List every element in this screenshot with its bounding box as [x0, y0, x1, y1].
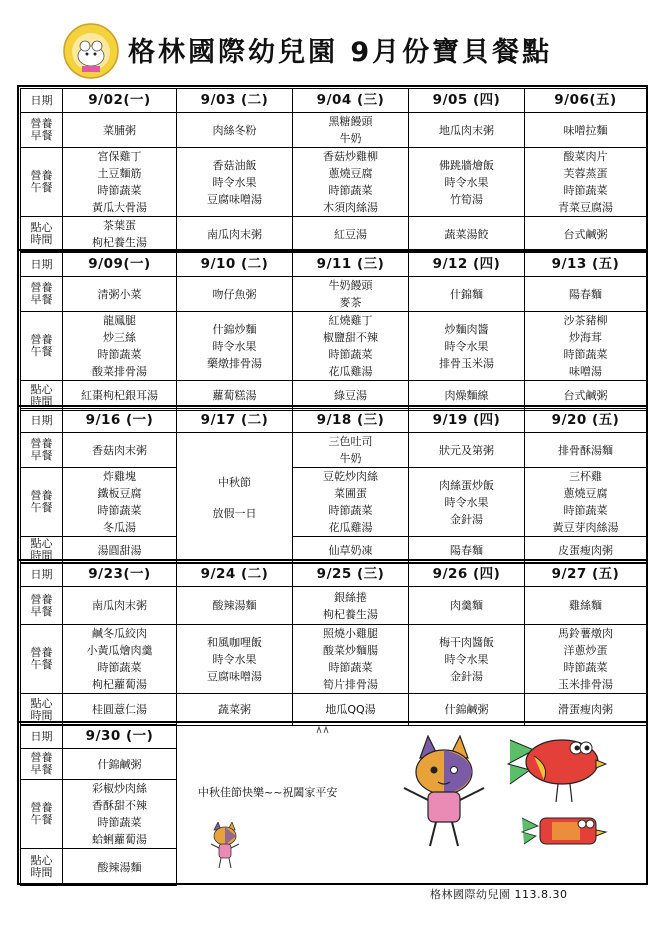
menu-item: 蔬菜湯餃 [444, 227, 489, 241]
row-label-date: 日期 [21, 253, 63, 277]
menu-item: 梅干肉醬飯 [439, 635, 494, 649]
row-breakfast [21, 113, 647, 148]
breakfast-cell [525, 587, 647, 625]
row-date [21, 253, 647, 277]
day-date: 9/18 (三) [293, 409, 409, 433]
day-date: 9/24 (二) [177, 563, 293, 587]
breakfast-cell [63, 587, 177, 625]
menu-item: 台式鹹粥 [563, 389, 608, 402]
row-label-date: 日期 [21, 89, 63, 113]
kindergarten-logo [62, 22, 120, 80]
menu-item: 炒三絲 [103, 331, 136, 344]
lunch-cell [525, 148, 647, 217]
menu-item: 時令水果 [444, 652, 489, 666]
breakfast-cell [409, 277, 525, 312]
day-date: 9/09(一) [63, 253, 177, 277]
breakfast-cell [177, 587, 293, 625]
row-label [21, 217, 63, 252]
menu-item: 三杯雞 [569, 470, 602, 483]
row-lunch [21, 625, 647, 694]
menu-item: 藥燉排骨湯 [207, 356, 262, 370]
day-date: 9/13 (五) [525, 253, 647, 277]
menu-item: 馬鈴薯燉肉 [558, 627, 613, 640]
breakfast-cell [63, 113, 177, 148]
menu-item: 牛奶 [339, 452, 362, 465]
lunch-cell [63, 625, 177, 694]
menu-item: 地瓜肉末粥 [439, 123, 494, 137]
menu-item: 龍鳳腿 [103, 314, 136, 327]
row-label-text: 營養 [30, 489, 53, 502]
menu-item: 什錦麵 [450, 287, 483, 301]
row-label-text: 時間 [30, 549, 53, 562]
menu-item: 香菇肉末粥 [92, 443, 147, 457]
menu-item: 肉絲蛋炒飯 [439, 478, 494, 492]
menu-item: 狀元及第粥 [439, 443, 494, 457]
menu-item: 土豆麵筋 [97, 167, 142, 180]
menu-item: 時令水果 [444, 339, 489, 353]
row-label-text: 點心 [30, 854, 53, 867]
row-label-text: 早餐 [30, 604, 53, 618]
row-label-text: 點心 [30, 537, 53, 550]
menu-item: 照燒小雞腿 [323, 627, 378, 640]
day-date: 9/06(五) [525, 89, 647, 113]
day-date: 9/27 (五) [525, 563, 647, 587]
lunch-cell [293, 625, 409, 694]
lunch-cell [293, 312, 409, 381]
row-label-text: 點心 [30, 221, 53, 234]
menu-item: 紅豆湯 [334, 227, 367, 241]
row-label [21, 277, 63, 312]
day-date: 9/30 (一) [63, 725, 177, 749]
snack-cell [409, 217, 525, 252]
menu-item: 時令水果 [444, 495, 489, 509]
lunch-cell [63, 312, 177, 381]
row-lunch [21, 148, 647, 217]
row-breakfast [21, 433, 647, 468]
day-date: 9/10 (二) [177, 253, 293, 277]
menu-item: 炒海茸 [569, 331, 602, 344]
snack-cell [63, 217, 177, 252]
breakfast-cell [409, 587, 525, 625]
menu-item: 紅燒雞丁 [328, 314, 373, 327]
menu-item: 時節蔬菜 [97, 184, 142, 197]
menu-item: 時節蔬菜 [563, 184, 608, 197]
day-date: 9/03 (二) [177, 89, 293, 113]
menu-item: 枸杞蘿蔔湯 [92, 678, 147, 691]
menu-item: 滑蛋瘦肉粥 [558, 703, 613, 716]
row-label-text: 時間 [30, 708, 53, 722]
snack-cell [525, 217, 647, 252]
row-label-text: 營養 [30, 646, 53, 659]
menu-item: 時節蔬菜 [328, 504, 373, 517]
menu-item: 味噌拉麵 [563, 123, 608, 137]
holiday-cell [177, 433, 293, 564]
row-label-text: 早餐 [30, 293, 53, 306]
week-separator [19, 721, 647, 723]
menu-item: 肉絲冬粉 [212, 123, 257, 137]
menu-item: 銀絲捲 [334, 590, 367, 604]
menu-item: 竹筍湯 [450, 192, 483, 206]
row-label [21, 113, 63, 148]
row-label-text: 早餐 [30, 763, 53, 776]
menu-item: 吻仔魚粥 [212, 287, 257, 301]
week-table [20, 562, 647, 726]
menu-item: 蛤蜊蘿蔔湯 [92, 833, 147, 846]
lunch-cell [525, 625, 647, 694]
menu-item: 和風咖哩飯 [207, 635, 262, 649]
menu-item: 酸菜肉片 [563, 150, 608, 163]
day-date: 9/16 (一) [63, 409, 177, 433]
menu-item: 時節蔬菜 [97, 504, 142, 517]
row-label [21, 587, 63, 625]
menu-item: 蔥燒豆腐 [328, 167, 373, 180]
lunch-cell [409, 312, 525, 381]
row-label-text: 午餐 [30, 501, 53, 514]
menu-item: 時節蔬菜 [328, 348, 373, 361]
menu-item: 酸菜排骨湯 [92, 365, 147, 378]
day-date: 9/02(一) [63, 89, 177, 113]
menu-item: 時節蔬菜 [563, 504, 608, 517]
row-label-text: 時間 [30, 233, 53, 246]
breakfast-cell [293, 113, 409, 148]
row-label-text: 午餐 [30, 813, 53, 826]
week-table [20, 408, 647, 564]
breakfast-cell [63, 749, 177, 780]
breakfast-cell [293, 277, 409, 312]
week-separator [19, 559, 647, 561]
big-bird-drawing [500, 726, 608, 806]
row-label-text: 早餐 [30, 449, 53, 462]
row-label [21, 749, 63, 780]
row-label [21, 312, 63, 381]
menu-item: 蔬菜粥 [218, 703, 251, 716]
row-label-text: 營養 [30, 169, 53, 182]
menu-item: 宮保雞丁 [97, 150, 142, 163]
menu-item: 青菜豆腐湯 [558, 201, 613, 214]
menu-item: 金針湯 [450, 669, 483, 683]
menu-item: 枸杞養生湯 [92, 236, 147, 249]
row-label-text: 午餐 [30, 345, 53, 358]
week-separator [19, 405, 647, 407]
breakfast-cell [177, 277, 293, 312]
day-date: 9/11 (三) [293, 253, 409, 277]
day-date: 9/05 (四) [409, 89, 525, 113]
row-label [21, 468, 63, 537]
snack-cell [293, 217, 409, 252]
menu-item: 陽春麵 [569, 287, 602, 301]
row-label [21, 849, 63, 886]
small-cat-drawing [208, 822, 242, 872]
row-label-text: 點心 [30, 382, 53, 396]
menu-item: 豆乾炒肉絲 [323, 470, 378, 483]
day-date: 9/12 (四) [409, 253, 525, 277]
menu-item: 炸雞塊 [103, 470, 136, 483]
holiday-text: 中秋節 [218, 476, 251, 489]
menu-item: 蘿蔔糕湯 [212, 389, 257, 402]
snack-cell [177, 217, 293, 252]
menu-item: 豆腐味噌湯 [207, 669, 262, 683]
menu-item: 鐵板豆腐 [97, 487, 142, 500]
lunch-cell [63, 468, 177, 537]
menu-item: 綠豆湯 [334, 389, 367, 402]
menu-item: 時節蔬菜 [328, 661, 373, 674]
menu-item: 香菇炒雞柳 [323, 150, 378, 163]
menu-item: 什錦鹹粥 [97, 757, 142, 771]
row-label-text: 營養 [30, 801, 53, 814]
menu-item: 菜脯粥 [103, 123, 136, 137]
menu-item: 洋蔥炒蛋 [563, 644, 608, 657]
row-label-text: 營養 [30, 592, 53, 606]
lunch-cell [293, 468, 409, 537]
lunch-cell [177, 148, 293, 217]
breakfast-cell [525, 113, 647, 148]
menu-item: 仙草奶凍 [328, 543, 373, 557]
menu-item: 時令水果 [212, 175, 257, 189]
row-label-text: 營養 [30, 437, 53, 450]
lunch-cell [409, 148, 525, 217]
week-table [20, 724, 177, 886]
menu-item: 排骨玉米湯 [439, 356, 494, 370]
big-cat-drawing [398, 732, 490, 850]
menu-item: 三色吐司 [328, 435, 373, 448]
menu-item: 時節蔬菜 [328, 184, 373, 197]
menu-item: 麥茶 [339, 296, 362, 309]
row-lunch [21, 468, 647, 537]
menu-item: 豆腐味噌湯 [207, 192, 262, 206]
small-bird-drawing [520, 810, 610, 854]
day-date: 9/20 (五) [525, 409, 647, 433]
menu-item: 牛奶 [339, 132, 362, 145]
menu-item: 時節蔬菜 [97, 348, 142, 361]
row-label [21, 433, 63, 468]
menu-item: 皮蛋瘦肉粥 [558, 543, 613, 557]
day-date: 9/04 (三) [293, 89, 409, 113]
menu-item: 黃瓜大骨湯 [92, 201, 147, 214]
menu-item: 芙蓉蒸蛋 [563, 167, 608, 180]
menu-item: 酸菜炒麵腸 [323, 644, 378, 657]
menu-item: 台式鹹粥 [563, 227, 608, 241]
menu-item: 酸辣湯麵 [212, 599, 257, 612]
lunch-cell [525, 468, 647, 537]
menu-item: 玉米排骨湯 [558, 678, 613, 691]
breakfast-cell [63, 277, 177, 312]
menu-item: 黃豆芽肉絲湯 [552, 521, 619, 534]
menu-item: 時令水果 [212, 339, 257, 353]
row-label-date: 日期 [21, 725, 63, 749]
menu-item: 肉羹麵 [450, 599, 483, 612]
menu-item: 炒麵肉醬 [444, 322, 489, 336]
menu-item: 筍片排骨湯 [323, 678, 378, 691]
row-label [21, 780, 63, 849]
row-date [21, 409, 647, 433]
row-label-text: 營養 [30, 333, 53, 346]
menu-item: 香菇油飯 [212, 158, 257, 172]
menu-item: 佛跳牆燴飯 [439, 158, 494, 172]
menu-item: 桂圓薏仁湯 [92, 703, 147, 716]
menu-item: 肉燥麵線 [444, 389, 489, 402]
breakfast-cell [409, 433, 525, 468]
menu-item: 時令水果 [212, 652, 257, 666]
row-breakfast [21, 587, 647, 625]
menu-item: 南瓜肉末粥 [92, 599, 147, 612]
menu-item: 小黃瓜燴肉羹 [86, 644, 153, 657]
menu-item: 花瓜雞湯 [328, 521, 373, 534]
breakfast-cell [525, 433, 647, 468]
menu-item: 時節蔬菜 [97, 661, 142, 674]
row-label-text: 午餐 [30, 658, 53, 671]
row-label-text: 營養 [30, 117, 53, 130]
snack-cell [63, 849, 177, 886]
menu-item: 排骨酥湯麵 [558, 443, 613, 457]
menu-item: 茶葉蛋 [103, 219, 136, 232]
row-date [21, 725, 177, 749]
menu-item: 時節蔬菜 [97, 816, 142, 829]
holiday-greeting: 中秋佳節快樂~~祝闔家平安 [198, 786, 338, 799]
row-label-text: 營養 [30, 751, 53, 764]
menu-item: 黑糖饅頭 [328, 115, 373, 128]
row-breakfast [21, 749, 177, 780]
breakfast-cell [409, 113, 525, 148]
menu-item: 什錦鹹粥 [444, 703, 489, 716]
footer-note: 格林國際幼兒園 113.8.30 [430, 888, 568, 901]
breakfast-cell [525, 277, 647, 312]
menu-item: 沙茶豬柳 [563, 314, 608, 327]
menu-item: 冬瓜湯 [103, 521, 136, 534]
week-table [20, 252, 647, 411]
menu-item: 地瓜QQ湯 [325, 703, 376, 716]
week-separator [19, 249, 647, 251]
menu-item: 紅棗枸杞銀耳湯 [81, 389, 158, 402]
row-lunch [21, 312, 647, 381]
row-label-text: 時間 [30, 866, 53, 879]
breakfast-cell [177, 113, 293, 148]
day-date: 9/23(一) [63, 563, 177, 587]
menu-item: 彩椒炒肉絲 [92, 782, 147, 795]
day-date: 9/25 (三) [293, 563, 409, 587]
menu-item: 香酥甜不辣 [92, 799, 147, 812]
breakfast-cell [63, 433, 177, 468]
lunch-cell [409, 625, 525, 694]
menu-item: 湯圓甜湯 [97, 543, 142, 557]
menu-item: 酸辣湯麵 [97, 860, 142, 874]
day-date: 9/26 (四) [409, 563, 525, 587]
row-label-text: 午餐 [30, 181, 53, 194]
page-title: 格林國際幼兒園 9月份寶貝餐點 [128, 37, 553, 68]
row-date [21, 563, 647, 587]
menu-item: 清粥小菜 [97, 287, 142, 301]
lunch-cell [525, 312, 647, 381]
menu-item: 枸杞養生湯 [323, 607, 378, 621]
menu-item: 木須肉絲湯 [323, 201, 378, 214]
holiday-text: 放假一日 [212, 507, 257, 520]
row-label [21, 148, 63, 217]
row-snack [21, 849, 177, 886]
menu-item: 鹹冬瓜絞肉 [92, 627, 147, 640]
menu-item: 牛奶饅頭 [328, 279, 373, 292]
page-header [0, 0, 667, 84]
week-table [20, 88, 647, 252]
menu-item: 雞絲麵 [569, 599, 602, 612]
row-label-text: 點心 [30, 696, 53, 710]
lunch-cell [409, 468, 525, 537]
row-label-date: 日期 [21, 563, 63, 587]
menu-item: 蔥燒豆腐 [563, 487, 608, 500]
menu-item: 味噌湯 [569, 365, 602, 378]
breakfast-cell [293, 433, 409, 468]
row-snack [21, 217, 647, 252]
lunch-cell [293, 148, 409, 217]
row-label-text: 早餐 [30, 129, 53, 142]
lunch-cell [177, 312, 293, 381]
day-date: 9/19 (四) [409, 409, 525, 433]
menu-item: 花瓜雞湯 [328, 365, 373, 378]
menu-item: 椒鹽甜不辣 [323, 331, 378, 344]
menu-item: 菜圃蛋 [334, 487, 367, 500]
day-date: 9/17 (二) [177, 409, 293, 433]
menu-item: 南瓜肉末粥 [207, 227, 262, 241]
menu-item: 時節蔬菜 [563, 348, 608, 361]
menu-item: 什錦炒麵 [212, 322, 257, 336]
lunch-cell [177, 625, 293, 694]
row-label-date: 日期 [21, 409, 63, 433]
menu-item: 時節蔬菜 [563, 661, 608, 674]
row-breakfast [21, 277, 647, 312]
menu-item: 陽春麵 [450, 543, 483, 557]
row-label-text: 時間 [30, 394, 53, 408]
row-lunch [21, 780, 177, 849]
row-date [21, 89, 647, 113]
lunch-cell [63, 780, 177, 849]
small-scribble-drawing [316, 726, 332, 734]
menu-item: 時令水果 [444, 175, 489, 189]
lunch-cell [63, 148, 177, 217]
row-label [21, 625, 63, 694]
breakfast-cell [293, 587, 409, 625]
menu-item: 金針湯 [450, 512, 483, 526]
row-label-text: 營養 [30, 281, 53, 294]
